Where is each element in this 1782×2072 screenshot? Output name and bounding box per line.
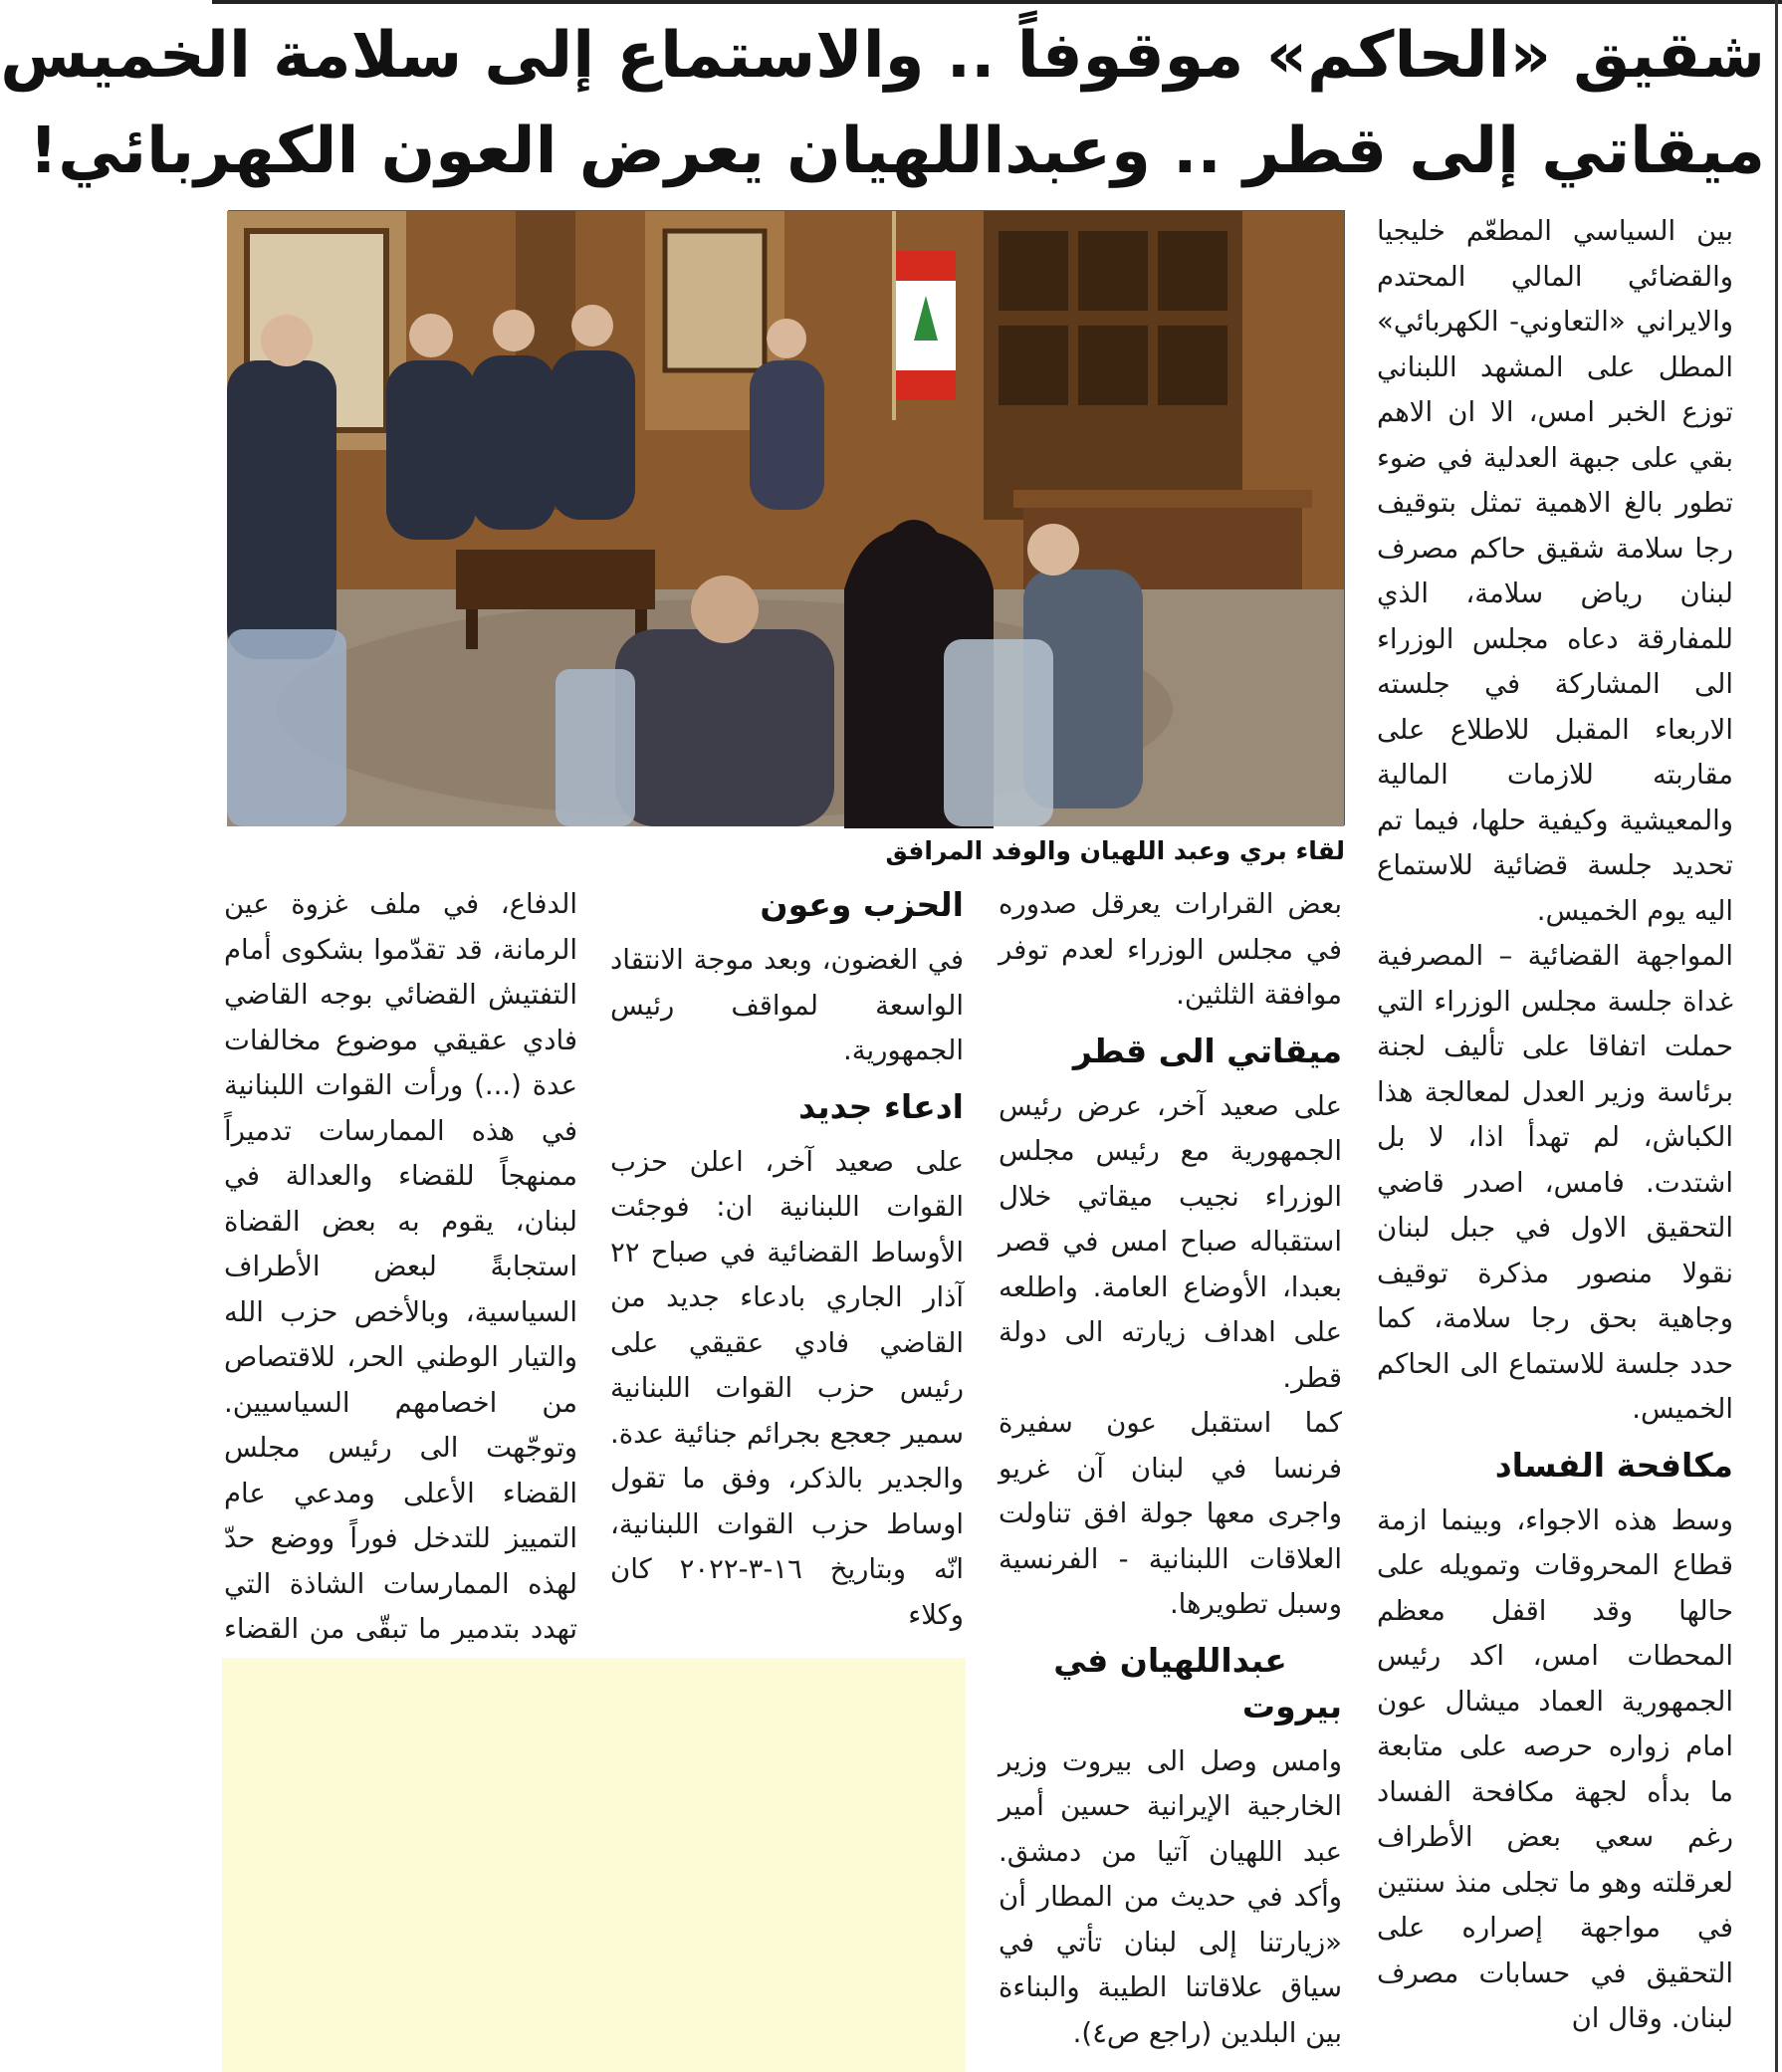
headline bbox=[0, 8, 1765, 207]
headline-line-1: شقيق «الحاكم» موقوفاً .. والاستماع إلى سلامة الخميس bbox=[0, 19, 1765, 93]
paragraph: المواجهة القضائية – المصرفية غداة جلسة مجلس الوزراء التي حملت اتفاقا على تأليف لجنة برئاسة وزير العدل لمعالجة هذا الكباش، لم تهدأ اذا، لا بل اشتدت. فامس، اصدر قاضي التحقيق الاول في جبل لبنان نقولا منصور مذكرة توقيف وجاهية بحق رجا سلامة، كما حدد جلسة للاستماع الى الحاكم الخميس. bbox=[1377, 940, 1733, 1425]
paragraph: على صعيد آخر، عرض رئيس الجمهورية مع رئيس مجلس الوزراء نجيب ميقاتي خلال استقباله صباح امس في قصر بعبدا، الأوضاع العامة. واطلعه على اهداف زيارته الى دولة قطر. bbox=[999, 1089, 1342, 1394]
article-column-3 bbox=[610, 882, 964, 1649]
subheading-abdollahian-beirut: عبداللهيان في بيروت bbox=[1053, 1640, 1342, 1726]
photo-caption: لقاء بري وعبد اللهيان والوفد المرافق bbox=[885, 836, 1345, 865]
meeting-photo bbox=[228, 210, 1345, 825]
paragraph: الدفاع، في ملف غزوة عين الرمانة، قد تقدّموا بشكوى أمام التفتيش القضائي بوجه القاضي فادي عقيقي موضوع مخالفات عدة (...) ورأت القوات اللبنانية في هذه الممارسات تدميراً ممنهجاً للقضاء والعدالة في لبنان، يقوم به بعض القضاة استجابةً لبعض الأطراف السياسية، وبالأخص حزب الله والتيار الوطني الحر، للاقتصاص من اخصامهم السياسيين. وتوجّهت الى رئيس مجلس القضاء الأعلى ومدعي عام التمييز للتدخل فوراً ووضع حدّ لهذه الممارسات الشاذة التي تهدد بتدمير ما تبقّى من القضاء bbox=[224, 888, 577, 1645]
subheading-party-aoun: الحزب وعون bbox=[760, 885, 964, 924]
subheading-mikati-qatar: ميقاتي الى قطر bbox=[1072, 1031, 1342, 1070]
right-rule bbox=[1775, 0, 1778, 2072]
paragraph: على صعيد آخر، اعلن حزب القوات اللبنانية ان: فوجئت الأوساط القضائية في صباح ٢٢ آذار الجاري بادعاء جديد من القاضي فادي عقيقي على رئيس حزب القوات اللبنانية سمير جعجع بجرائم جنائية عدة. والجدير بالذكر، وفق ما تقول اوساط حزب القوات اللبنانية، انّه وبتاريخ ١٦-٣-٢٠٢٢ كان وكلاء bbox=[610, 1145, 964, 1631]
subheading-anti-corruption: مكافحة الفساد bbox=[1494, 1445, 1733, 1485]
article-column-4 bbox=[224, 882, 577, 1649]
headline-line-2: ميقاتي إلى قطر .. وعبداللهيان يعرض العون الكهربائي! bbox=[29, 115, 1765, 188]
paragraph: وامس وصل الى بيروت وزير الخارجية الإيرانية حسين أمير عبد اللهيان آتيا من دمشق. وأكد في حديث من المطار أن «زيارتنا إلى لبنان تأتي في سياق علاقاتنا الطيبة والبناءة بين البلدين (راجع ص٤). bbox=[999, 1744, 1342, 2049]
paragraph: كما استقبل عون سفيرة فرنسا في لبنان آن غريو واجرى معها جولة افق تناولت العلاقات اللبنانية - الفرنسية وسبل تطويرها. bbox=[999, 1407, 1342, 1620]
paragraph: في الغضون، وبعد موجة الانتقاد الواسعة لمواقف رئيس الجمهورية. bbox=[610, 944, 964, 1066]
top-rule bbox=[212, 0, 1782, 4]
paragraph: بعض القرارات يعرقل صدوره في مجلس الوزراء لعدم توفر موافقة الثلثين. bbox=[999, 888, 1342, 1011]
paragraph: بين السياسي المطعّم خليجيا والقضائي المالي المحتدم والايراني «التعاوني- الكهربائي» المطل على المشهد اللبناني توزع الخبر امس، الا ان الاهم بقي على جبهة العدلية في ضوء تطور بالغ الاهمية تمثل بتوقيف رجا سلامة شقيق حاكم مصرف لبنان رياض سلامة، الذي للمفارقة دعاه مجلس الوزراء الى المشاركة في جلسته الاربعاء المقبل للاطلاع على مقاربته للازمات المالية والمعيشية وكيفية حلها، فيما تم تحديد جلسة قضائية للاستماع اليه يوم الخميس. bbox=[1377, 215, 1733, 927]
paragraph: وسط هذه الاجواء، وبينما ازمة قطاع المحروقات وتمويله على حالها وقد اقفل معظم المحطات امس، اكد رئيس الجمهورية العماد ميشال عون امام زواره حرصه على متابعة ما بدأه لجهة مكافحة الفساد رغم سعي بعض الأطراف لعرقلته وهو ما تجلى منذ سنتين في مواجهة إصراره على التحقيق في حسابات مصرف لبنان. وقال ان bbox=[1377, 1503, 1733, 2034]
article-column-2 bbox=[999, 882, 1342, 2072]
subheading-new-lawsuit: ادعاء جديد bbox=[798, 1086, 964, 1126]
blank-ad-box bbox=[222, 1658, 966, 2072]
article-column-right bbox=[1377, 209, 1733, 2072]
